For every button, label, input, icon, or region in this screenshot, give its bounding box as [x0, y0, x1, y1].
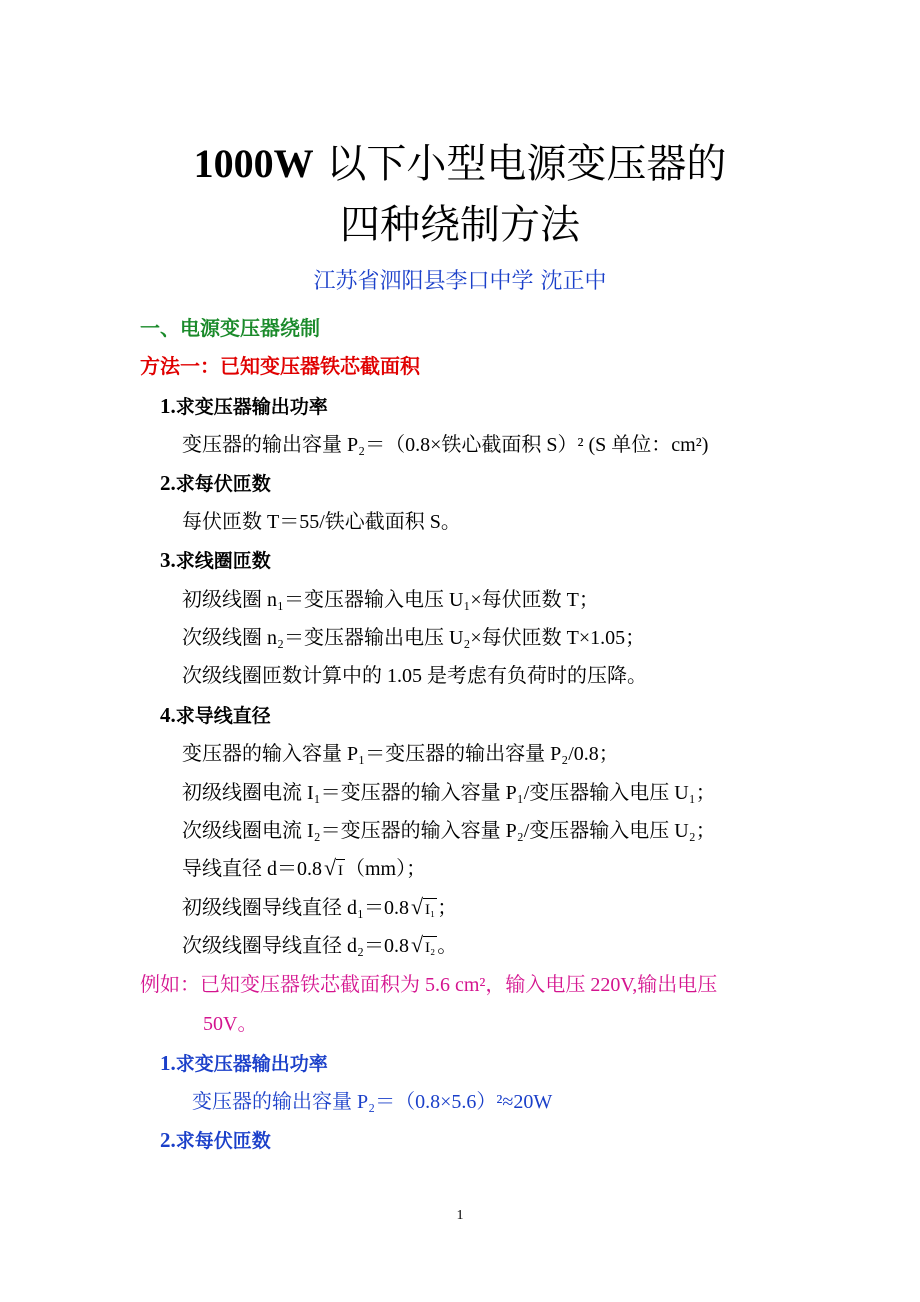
sqrt-symbol: √ I₂ — [410, 932, 436, 957]
step-4-heading: 4.求导线直径 — [160, 703, 271, 727]
example-step-2-heading: 2.求每伏匝数 — [160, 1128, 271, 1152]
step-4-secondary-diameter: 次级线圈导线直径 d₂＝0.8 √ I₂ 。 — [182, 932, 457, 960]
page-number: 1 — [456, 1208, 464, 1223]
step-3-secondary: 次级线圈 n₂＝变压器输出电压 U₂×每伏匝数 T×1.05； — [182, 627, 646, 649]
section-heading: 一、电源变压器绕制 — [140, 316, 320, 340]
step-1-formula: 变压器的输出容量 P₂＝（0.8×铁心截面积 S）² (S 单位：cm²) — [182, 434, 709, 456]
step-3-heading: 3.求线圈匝数 — [160, 548, 271, 572]
sqrt-symbol: √ I — [324, 855, 343, 880]
step-4-primary-current: 初级线圈电流 I₁＝变压器的输入容量 P₁/变压器输入电压 U₁； — [182, 782, 716, 804]
step-2-heading: 2.求每伏匝数 — [160, 471, 271, 495]
author-line: 江苏省泗阳县李口中学 沈正中 — [313, 269, 607, 294]
step-2-formula: 每伏匝数 T＝55/铁心截面积 S。 — [182, 511, 461, 533]
example-line-2: 50V。 — [203, 1013, 258, 1035]
title-line-2: 四种绕制方法 — [340, 202, 580, 248]
step-1-heading: 1.求变压器输出功率 — [160, 394, 328, 418]
example-step-1-formula: 变压器的输出容量 P₂＝（0.8×5.6）²≈20W — [192, 1091, 553, 1113]
step-4-primary-diameter: 初级线圈导线直径 d₁＝0.8 √ I₁ ； — [182, 894, 457, 922]
step-3-primary: 初级线圈 n₁＝变压器输入电压 U₁×每伏匝数 T； — [182, 589, 599, 611]
sqrt-symbol: √ I₁ — [410, 894, 436, 919]
step-4-wire-diameter: 导线直径 d＝0.8 √ I （mm）； — [182, 855, 426, 883]
step-4-secondary-current: 次级线圈电流 I₂＝变压器的输入容量 P₂/变压器输入电压 U₂； — [182, 820, 716, 842]
step-3-note: 次级线圈匝数计算中的 1.05 是考虑有负荷时的压降。 — [182, 665, 647, 687]
example-step-1-heading: 1.求变压器输出功率 — [160, 1051, 328, 1075]
step-4-input-capacity: 变压器的输入容量 P₁＝变压器的输出容量 P₂/0.8； — [182, 743, 619, 765]
method-heading: 方法一：已知变压器铁芯截面积 — [140, 354, 420, 378]
title-line-1: 1000W 以下小型电源变压器的 — [193, 141, 727, 187]
example-line-1: 例如：已知变压器铁芯截面积为 5.6 cm²，输入电压 220V,输出电压 — [140, 974, 718, 996]
